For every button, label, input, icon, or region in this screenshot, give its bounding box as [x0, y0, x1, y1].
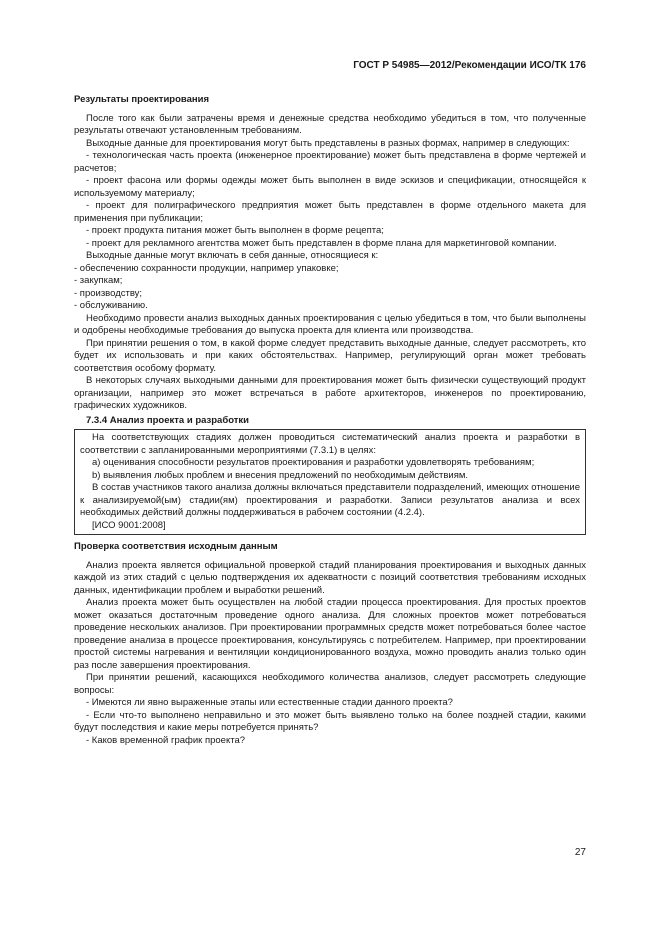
list-item: - проект для рекламного агентства может быть представлен в форме плана для маркетинговой компании. [86, 237, 557, 249]
document-body [74, 94, 586, 747]
list-item: - обслуживанию. [74, 300, 148, 311]
page-number: 27 [574, 847, 586, 858]
quote-paragraph: На соответствующих стадиях должен проводиться систематический анализ проекта и разработки в соответствии с запланированными мероприятиями (7.3.1) в целях: [80, 432, 580, 456]
list-item: - Если что-то выполнено неправильно и это может быть выявлено только на более поздней стадии, какими будут последствия и какие меры потребуется принять? [74, 709, 586, 733]
list-item: - проект фасона или формы одежды может быть выполнен в виде эскизов и спецификации, относящейся к используемому материалу; [74, 175, 586, 199]
paragraph: Анализ проекта может быть осуществлен на любой стадии процесса проектирования. Для простых проектов может оказаться достаточным проведение одного анализа. Для сложных проектов может потребоваться проведение нескольких анализов. При проектировании программных средств может потребоваться более частое проведение анализа в процессе проектирования, консультируясь с потребителем. Например, при проектировании простой системы нагревания и вентиляции кондиционированного воздуха, можно проводить анализ только один раз после завершения проектирования. [74, 597, 586, 671]
paragraph: Анализ проекта является официальной проверкой стадий планирования проектирования и выходных данных каждой из этих стадий с целью подтверждения их адекватности с позиций соответствия требованиям исходных данных, идентификации проблем и выработки решений. [74, 559, 586, 596]
list-item: - Каков временной график проекта? [86, 734, 246, 746]
quote-reference: [ИСО 9001:2008] [92, 519, 166, 531]
document-header: ГОСТ Р 54985—2012/Рекомендации ИСО/ТК 176 [353, 60, 586, 71]
paragraph: В некоторых случаях выходными данными для проектирования может быть физически существующий продукт организации, например это может встречаться в работе архитекторов, инженеров по проектированию, графических художников. [74, 375, 586, 411]
iso-quote-box [74, 429, 586, 535]
quote-list-item: a) оценивания способности результатов проектирования и разработки удовлетворять требованиям; [92, 457, 535, 468]
paragraph: Выходные данные могут включать в себя данные, относящиеся к: [86, 250, 379, 261]
list-item: - обеспечению сохранности продукции, например упаковке; [74, 262, 339, 274]
list-item: - проект для полиграфического предприятия может быть представлен в форме отдельного макета для применения при публикации; [74, 200, 586, 224]
list-item: - проект продукта питания может быть выполнен в форме рецепта; [86, 225, 384, 236]
list-item: - технологическая часть проекта (инженерное проектирование) может быть представлена в форме чертежей и расчетов; [74, 150, 586, 174]
section-heading-input-compliance: Проверка соответствия исходным данным [74, 541, 278, 552]
section-heading-design-results: Результаты проектирования [74, 94, 210, 105]
paragraph: При принятии решения о том, в какой форме следует представить выходные данные, следует рассмотреть, кто будет их использовать и при каких обстоятельствах. Например, регулирующий орган может требовать соответствия особому формату. [74, 337, 586, 374]
section-heading-design-review: 7.3.4 Анализ проекта и разработки [86, 414, 250, 426]
paragraph: После того как были затрачены время и денежные средства необходимо убедиться в том, что полученные результаты отвечают установленным требованиям. [74, 112, 586, 136]
list-item: - Имеются ли явно выраженные этапы или естественные стадии данного проекта? [86, 697, 453, 708]
quote-paragraph: В состав участников такого анализа должны включаться представители подразделений, имеющих отношение к анализируемой(ым) стадии(ям) проектирования и разработки. Записи результатов анализа и всех необходимых действий должны поддерживаться в рабочем состоянии (4.2.4). [80, 482, 580, 518]
paragraph: Выходные данные для проектирования могут быть представлены в разных формах, например в следующих: [86, 137, 570, 149]
quote-list-item: b) выявления любых проблем и внесения предложений по необходимым действиям. [92, 469, 469, 481]
paragraph: Необходимо провести анализ выходных данных проектирования с целью убедиться в том, что были выполнены и одобрены необходимые требования до выпуска проекта для клиента или производства. [74, 312, 586, 336]
list-item: - закупкам; [74, 275, 123, 286]
paragraph: При принятии решений, касающихся необходимого количества анализов, следует рассмотреть следующие вопросы: [74, 672, 586, 696]
list-item: - производству; [74, 287, 143, 299]
